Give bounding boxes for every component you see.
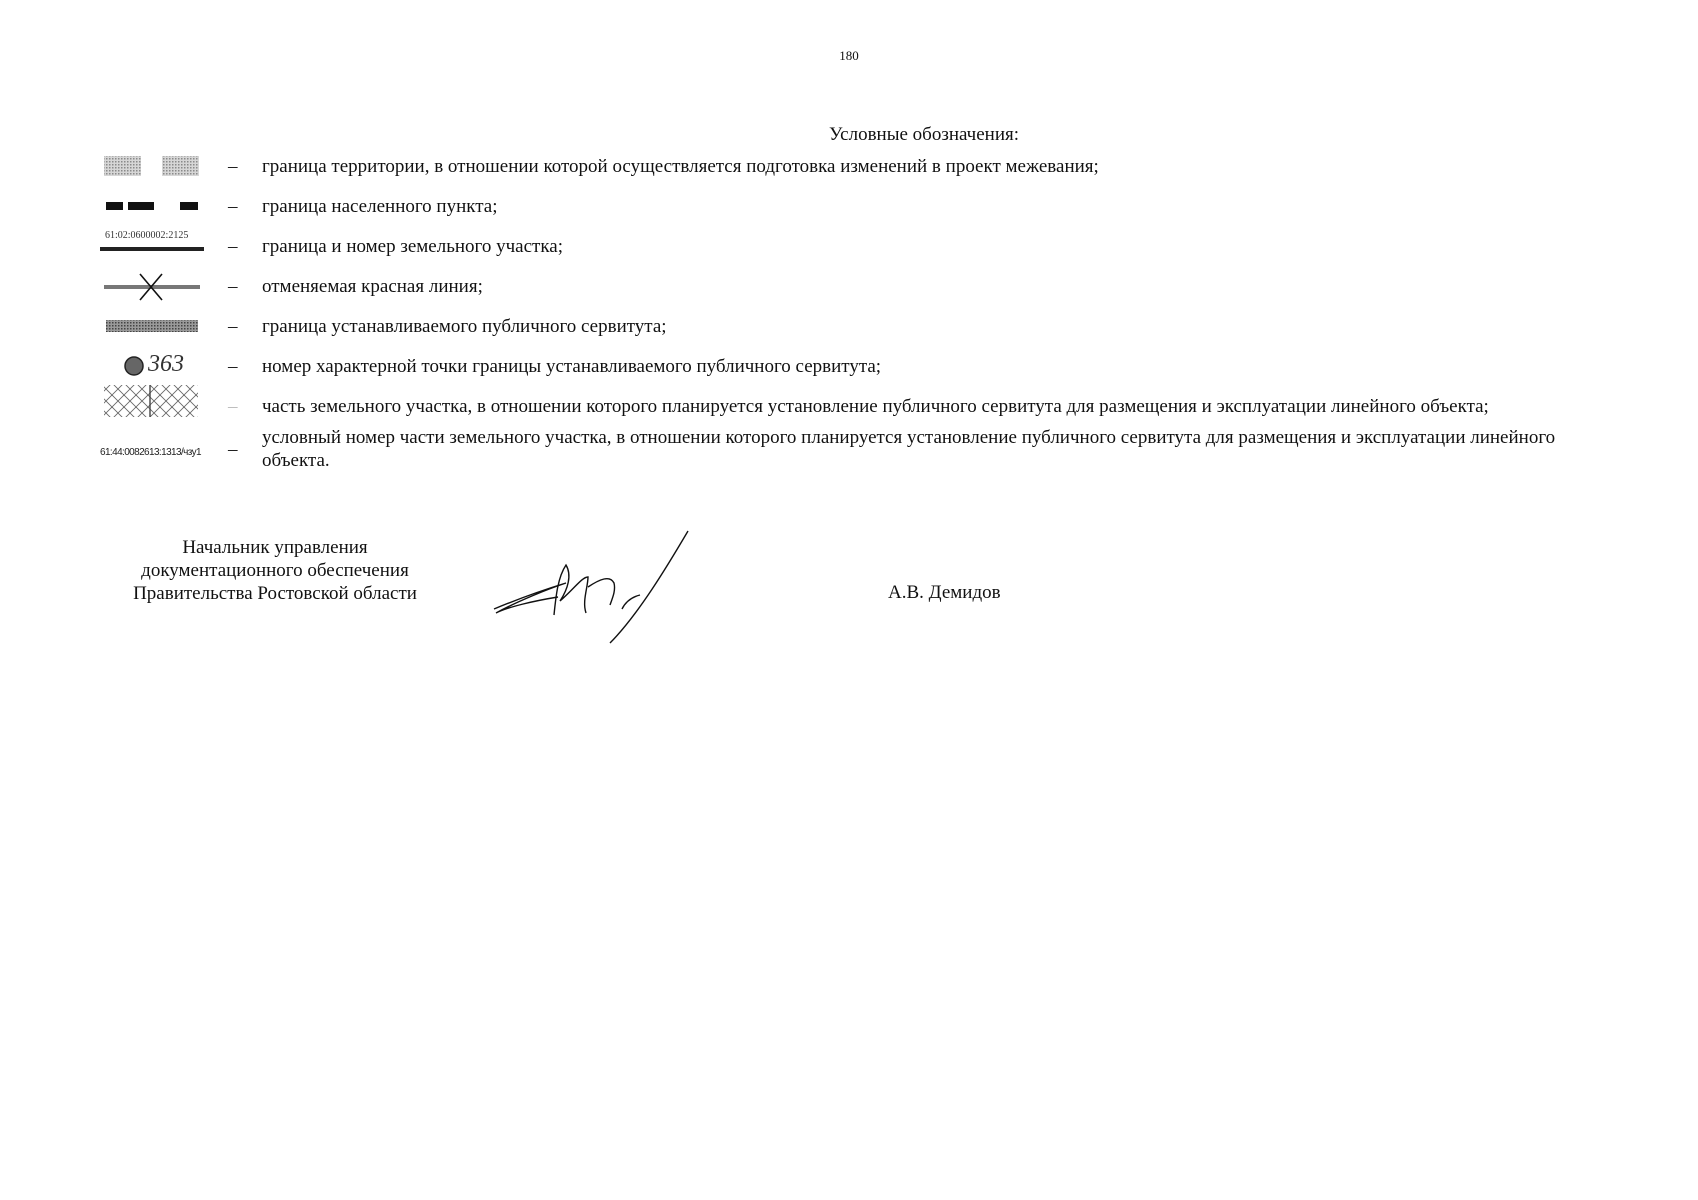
cancelled-red-line-icon [100,271,210,303]
legend-dash: – [228,276,238,297]
legend-description: граница устанавливаемого публичного сервитута; [262,316,667,337]
legend-dash: – [228,196,238,217]
signer-position [105,536,445,605]
parcel-boundary-symbol [100,230,210,259]
servitude-boundary-symbol [100,319,210,338]
characteristic-point-symbol [100,351,210,379]
conditional-number-label: 61:44:0082613:1313/чзу1 [100,447,201,458]
cancelled-red-line-symbol [100,271,210,308]
legend-dash: – [228,439,238,460]
legend-description: граница населенного пункта; [262,196,498,217]
territory-boundary-symbol [100,155,210,182]
page-number: 180 [839,48,859,63]
legend-dash: – [228,236,238,257]
legend-description: номер характерной точки границы устанавливаемого публичного сервитута; [262,356,882,377]
legend-dash: – [228,356,238,377]
servitude-hatch-icon [100,383,210,419]
legend-description: отменяемая красная линия; [262,276,483,297]
signer-position-line: Правительства Ростовской области [133,583,417,604]
legend-description: часть земельного участка, в отношении которого планируется установление публичного сервитута для размещения и эксплуатации линейного объекта; [262,396,1489,417]
territory-boundary-icon [100,155,210,177]
conditional-number-symbol [100,442,210,460]
parcel-boundary-line-icon [100,246,210,254]
settlement-boundary-symbol [100,199,210,218]
legend-description: условный номер части земельного участка, в отношении которого планируется установление публичного сервитута для размещения и эксплуатации линейного объекта. [262,427,1556,471]
signer-position-line: Начальник управления [182,537,368,558]
point-number-label: 363 [148,351,184,377]
legend-dash: – [228,396,238,417]
legend-dash: – [228,156,238,177]
handwritten-signature [488,525,708,645]
signer-name: А.В. Демидов [888,582,1001,603]
parcel-number-label: 61:02:0600002:2125 [105,230,189,241]
legend-title: Условные обозначения: [828,124,1020,145]
signer-position-line: документационного обеспечения [141,560,409,581]
legend-dash: – [228,316,238,337]
legend-description: граница и номер земельного участка; [262,236,564,257]
servitude-boundary-icon [100,319,210,333]
servitude-hatch-symbol [100,383,210,424]
settlement-boundary-icon [100,199,210,213]
legend-description: граница территории, в отношении которой осуществляется подготовка изменений в проект межевания; [262,156,1099,177]
